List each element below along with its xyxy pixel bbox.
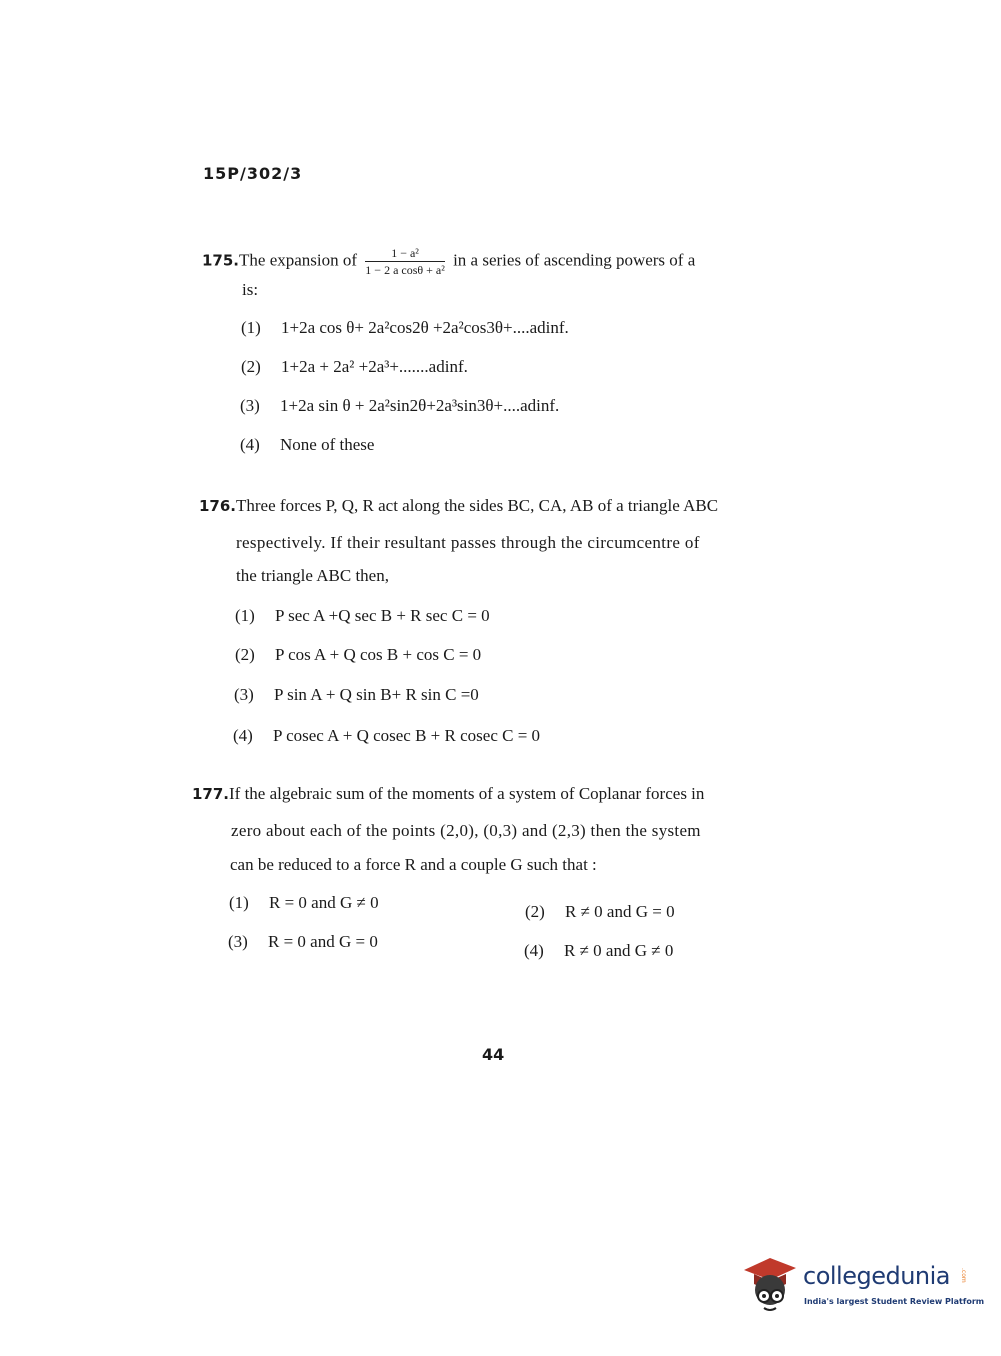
paper-code: 15P/302/3 (203, 164, 303, 183)
question-177-stem (192, 784, 704, 804)
brand-tagline: India's largest Student Review Platform (804, 1297, 985, 1306)
fraction-denominator: 1 − 2 a cosθ + a² (365, 263, 445, 277)
question-number: 175. (202, 251, 240, 270)
question-175-stem (202, 246, 695, 277)
stem-line: the triangle ABC then, (236, 566, 389, 585)
option-label: (1) (241, 318, 261, 337)
option-text: 1+2a cos θ+ 2a²cos2θ +2a²cos3θ+....adinf. (281, 318, 569, 337)
option-text: R = 0 and G ≠ 0 (269, 893, 379, 912)
option-label: (2) (241, 357, 261, 376)
option-label: (3) (228, 932, 248, 951)
option (525, 902, 675, 922)
option-text: R ≠ 0 and G = 0 (565, 902, 675, 921)
fraction-numerator: 1 − a² (365, 246, 445, 262)
option-text: P sec A +Q sec B + R sec C = 0 (275, 606, 490, 625)
stem-line: zero about each of the points (2,0), (0,3) and (2,3) then the system (231, 821, 701, 840)
option-text: None of these (280, 435, 375, 454)
option (233, 726, 540, 746)
stem-text: Three forces P, Q, R act along the sides BC, CA, AB of a triangle ABC (236, 496, 719, 515)
option-text: 1+2a + 2a² +2a³+.......adinf. (281, 357, 468, 376)
question-number: 176. (199, 497, 237, 515)
stem-line: respectively. If their resultant passes through the circumcentre of (236, 533, 700, 552)
option-label: (4) (233, 726, 253, 745)
option (240, 435, 374, 455)
brand-name: collegedunia (803, 1262, 951, 1290)
option-text: P cosec A + Q cosec B + R cosec C = 0 (273, 726, 541, 745)
option-label: (1) (229, 893, 249, 912)
option-text: R = 0 and G = 0 (268, 932, 378, 951)
page-number: 44 (482, 1045, 505, 1064)
option-label: (3) (240, 396, 260, 415)
stem-line: can be reduced to a force R and a couple G such that : (230, 855, 597, 874)
option-label: (4) (240, 435, 260, 454)
option-label: (4) (524, 941, 544, 960)
brand-domain: .com (960, 1268, 967, 1283)
option (228, 932, 378, 952)
stem-text: The expansion of (239, 250, 358, 270)
option-text: P sin A + Q sin B+ R sin C =0 (274, 685, 479, 704)
option (235, 606, 490, 626)
option (235, 645, 481, 665)
fraction (365, 246, 445, 277)
stem-text: in a series of ascending powers of a (453, 250, 696, 270)
question-176-stem (199, 496, 718, 516)
option (241, 357, 468, 377)
option (234, 685, 479, 705)
option (524, 941, 673, 961)
option-text: 1+2a sin θ + 2a²sin2θ+2a³sin3θ+....adinf. (280, 396, 560, 415)
option-text: P cos A + Q cos B + cos C = 0 (275, 645, 482, 664)
option-label: (2) (525, 902, 545, 921)
option (240, 396, 559, 416)
stem-text: If the algebraic sum of the moments of a system of Coplanar forces in (229, 784, 705, 803)
option (241, 318, 569, 338)
option-label: (1) (235, 606, 255, 625)
option-label: (3) (234, 685, 254, 704)
option-text: R ≠ 0 and G ≠ 0 (564, 941, 674, 960)
question-number: 177. (192, 785, 230, 803)
option-label: (2) (235, 645, 255, 664)
stem-line: is: (242, 280, 259, 299)
option (229, 893, 379, 913)
